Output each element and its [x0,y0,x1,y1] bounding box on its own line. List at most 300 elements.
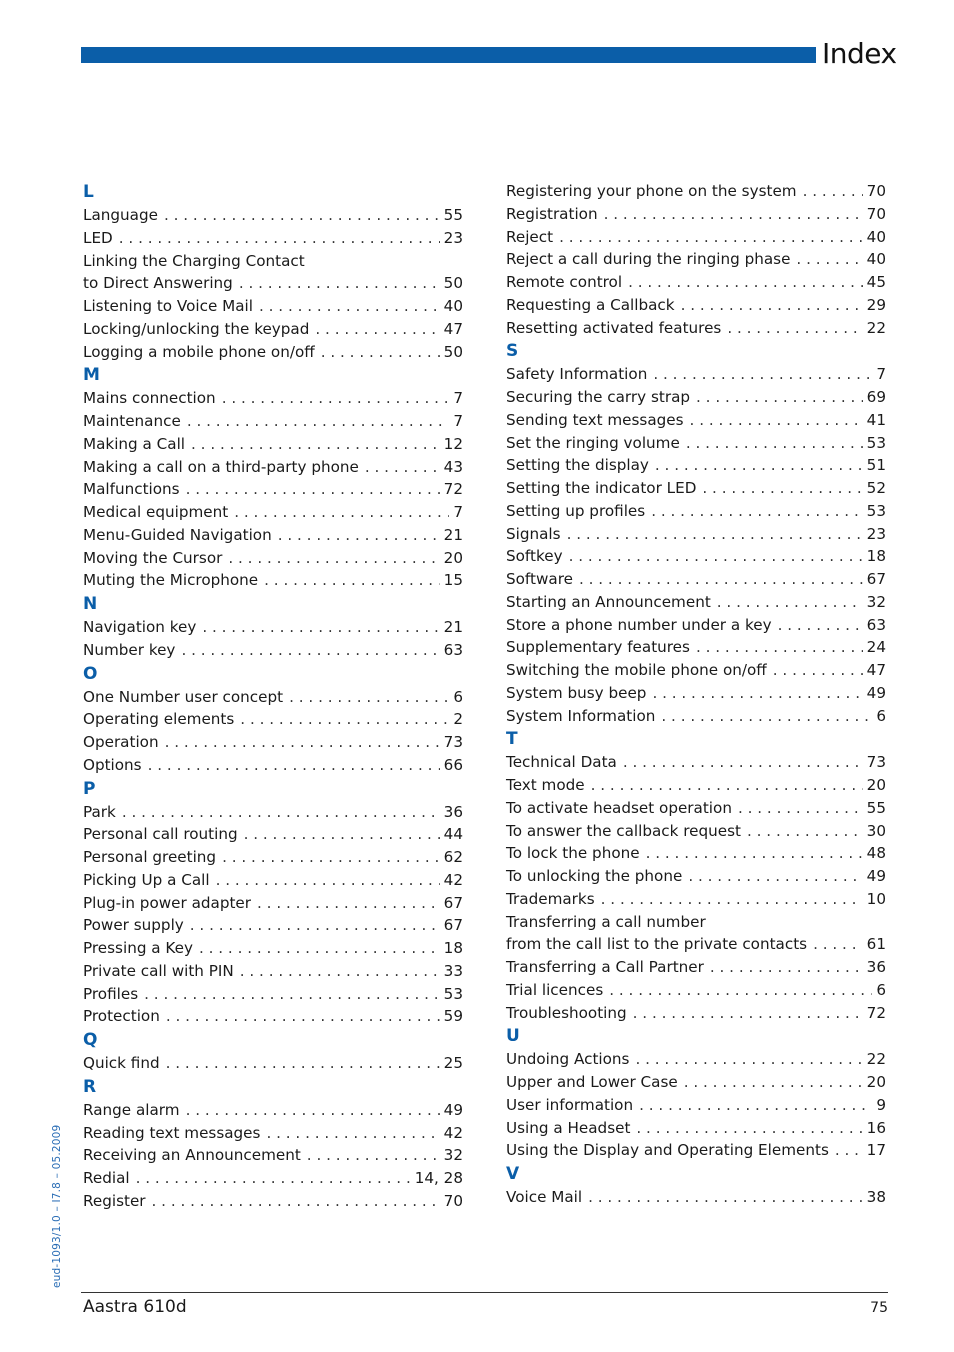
index-entry [83,1167,463,1190]
index-entry-label: Requesting a Callback [506,295,675,314]
index-entry-label: Signals [506,524,561,543]
dot-leader [289,686,449,709]
index-entry-page: 25 [443,1054,463,1072]
index-entry-label: Number key [83,640,176,659]
document-code: eud-1093/1.0 – I7.8 – 05.2009 [51,1124,63,1288]
index-letter-heading: O [83,663,98,684]
index-entry-page: 43 [443,457,463,476]
dot-leader [738,797,863,820]
dot-leader [635,1048,862,1071]
index-entry-label: Set the ringing volume [506,433,680,452]
index-entry-label: Softkey [506,547,563,566]
index-entry-label: Options [83,755,142,774]
index-entry [83,478,463,501]
dot-leader [609,979,872,1002]
index-entry-page: 48 [866,844,886,863]
index-letter-heading: N [83,594,98,614]
index-entry [506,820,886,843]
index-letter-heading: R [83,1076,97,1097]
index-entry-label: Muting the Microphone [83,571,259,590]
dot-leader [633,1002,863,1025]
index-entry [506,636,886,659]
index-entry-page: 62 [443,848,463,866]
index-entry-page: 6 [876,706,886,725]
index-entry [506,294,886,317]
index-entry-page: 23 [866,524,886,543]
dot-leader [365,456,440,479]
index-entry-page: 22 [866,1050,886,1069]
index-entry-label: Safety Information [506,365,648,384]
index-entry [83,1005,463,1028]
index-entry-label: Using a Headset [506,1118,631,1137]
index-entry [506,797,886,820]
index-entry-page: 7 [453,503,463,521]
index-entry [83,387,463,410]
dot-leader [653,363,872,386]
index-entry [83,823,463,846]
index-entry [83,524,463,547]
dot-leader [144,983,440,1006]
index-entry [506,271,886,294]
index-entry-label: Locking/unlocking the keypad [83,319,310,338]
index-entry [83,227,463,250]
index-entry-label: Listening to Voice Mail [83,297,253,315]
index-entry-label: Securing the carry strap [506,388,691,406]
index-entry-label: LED [83,228,113,247]
dot-leader [278,524,440,547]
index-entry-label: Switching the mobile phone on/off [506,661,767,679]
index-entry-label: Medical equipment [83,503,229,521]
index-entry-page: 72 [443,480,463,499]
index-entry [506,386,886,409]
dot-leader [688,865,862,888]
dot-leader [696,636,863,659]
index-entry-page: 52 [866,479,886,497]
index-entry [506,477,886,500]
dot-leader [652,682,862,705]
dot-leader [240,960,440,983]
index-entry-label: Maintenance [83,412,181,430]
index-entry-page: 33 [443,961,463,980]
index-entry-label: Malfunctions [83,480,180,499]
index-entry-label: Registration [506,204,598,223]
index-entry [506,1117,886,1140]
index-entry [83,295,463,318]
index-entry-page: 51 [866,456,886,475]
index-entry [506,226,886,249]
index-entry-label: Reject a call during the ringing phase [506,250,791,269]
index-entry [83,1099,463,1122]
index-letter-heading: P [83,778,96,799]
index-entry-page: 23 [443,228,463,247]
index-entry-label: Linking the Charging Contact [83,251,305,270]
index-entry [83,318,463,341]
index-entry [83,569,463,592]
dot-leader [803,180,863,203]
index-letter-heading: S [506,341,519,362]
dot-leader [228,547,439,570]
index-entry-page: 70 [866,182,886,200]
index-letter-heading: V [506,1164,520,1184]
index-entry-label: Troubleshooting [506,1003,627,1022]
dot-leader [639,1094,872,1117]
index-entry-page: 22 [866,318,886,337]
index-entry [506,1048,886,1071]
index-entry-label: Personal greeting [83,848,217,866]
index-entry-page: 6 [453,687,463,706]
index-entry-label: Protection [83,1007,160,1026]
dot-leader [152,1190,440,1213]
index-entry-page: 47 [866,661,886,679]
dot-leader [122,801,440,824]
index-entry [83,1190,463,1213]
index-entry-page: 38 [866,1188,886,1206]
index-entry [506,317,886,340]
index-entry-page: 53 [866,501,886,520]
index-entry-page: 41 [866,410,886,429]
dot-leader [166,1052,440,1075]
index-entry-label: Trial licences [506,980,604,999]
dot-leader [651,500,862,523]
dot-leader [136,1167,411,1190]
index-entry [83,937,463,960]
index-entry [506,1094,886,1117]
dot-leader [186,478,440,501]
index-letter-heading: T [506,729,518,750]
index-entry-label: Reject [506,227,554,246]
index-entry [83,456,463,479]
dot-leader [717,591,863,614]
index-letter-heading: M [83,365,100,386]
index-entry [506,933,886,956]
index-entry [506,682,886,705]
index-entry-label: Operation [83,733,159,751]
index-entry-label: Quick find [83,1054,160,1072]
index-entry-label: Setting up profiles [506,501,646,520]
index-entry-page: 24 [866,638,886,657]
dot-leader [222,846,440,869]
dot-leader [257,892,440,915]
dot-leader [588,1186,863,1209]
dot-leader [266,1122,439,1145]
index-entry [83,960,463,983]
index-column-left [83,180,463,1213]
index-entry [506,888,886,911]
index-entry [83,686,463,709]
index-entry-page: 12 [443,434,463,453]
index-entry [506,591,886,614]
index-entry [506,1139,886,1162]
index-entry-label: Picking Up a Call [83,870,210,889]
footer-divider [81,1292,888,1293]
dot-leader [216,869,440,892]
index-entry [83,708,463,731]
index-entry [506,842,886,865]
dot-leader [696,386,863,409]
index-entry [506,180,886,203]
index-entry-page: 20 [443,548,463,567]
index-entry [506,432,886,455]
index-entry-page: 50 [443,274,463,293]
index-entry-page: 20 [866,776,886,794]
index-entry-page: 55 [443,206,463,224]
index-entry-page: 67 [443,893,463,912]
dot-leader [702,477,862,500]
dot-leader [259,295,440,318]
index-entry [83,501,463,524]
index-entry-page: 40 [866,227,886,246]
index-entry-label: Upper and Lower Case [506,1073,678,1091]
dot-leader [601,888,863,911]
dot-leader [239,272,440,295]
footer-product-name: Aastra 610d [83,1297,187,1317]
dot-leader [321,341,440,364]
dot-leader [119,227,440,250]
dot-leader [623,751,863,774]
index-entry-label: Logging a mobile phone on/off [83,342,315,361]
dot-leader [684,1071,863,1094]
index-entry-page: 16 [866,1118,886,1137]
index-letter-heading: L [83,182,94,202]
index-entry-page: 47 [443,319,463,338]
index-entry-page: 30 [866,821,886,840]
index-entry-page: 73 [443,733,463,751]
dot-leader [646,842,863,865]
index-entry [506,614,886,637]
index-entry [83,616,463,639]
index-entry-page: 49 [443,1100,463,1119]
index-entry-page: 7 [453,389,463,408]
index-entry [506,454,886,477]
dot-leader [307,1144,440,1167]
index-entry-label: to Direct Answering [83,274,233,293]
index-entry [506,979,886,1002]
index-entry-label: from the call list to the private contacts [506,935,808,954]
index-entry-page: 18 [443,939,463,957]
index-entry-label: Voice Mail [506,1188,583,1206]
index-entry [506,659,886,682]
dot-leader [315,318,439,341]
index-entry-page: 67 [866,570,886,588]
index-entry-label: Operating elements [83,710,235,729]
dot-leader [628,271,863,294]
dot-leader [579,568,863,591]
index-entry [83,341,463,364]
index-entry [83,754,463,777]
header-bar [81,47,816,63]
index-entry [83,250,463,273]
index-entry-label: Software [506,570,573,588]
dot-leader [186,1099,440,1122]
index-entry-page: 42 [443,1123,463,1142]
dot-leader [234,501,449,524]
index-entry [83,410,463,433]
index-entry [506,363,886,386]
index-entry [506,523,886,546]
index-entry-label: Transferring a call number [506,912,706,931]
index-entry-label: Park [83,802,116,821]
index-entry-label: Resetting activated features [506,318,722,337]
index-entry-label: Power supply [83,916,184,935]
index-letter-heading: Q [83,1030,98,1050]
index-entry [83,547,463,570]
dot-leader [604,203,863,226]
index-entry-page: 6 [876,980,886,999]
index-entry-label: Remote control [506,273,623,291]
index-entry [506,956,886,979]
index-entry [83,204,463,227]
dot-leader [222,387,450,410]
index-entry-page: 9 [876,1095,886,1114]
dot-leader [199,937,440,960]
index-entry-label: Store a phone number under a key [506,615,772,634]
index-entry-page: 29 [866,295,886,314]
index-entry-page: 17 [866,1141,886,1160]
index-entry-page: 73 [866,753,886,772]
index-entry-label: To unlocking the phone [506,867,683,885]
index-entry-page: 59 [443,1007,463,1026]
index-entry-label: Navigation key [83,618,197,636]
index-entry-page: 7 [453,412,463,430]
dot-leader [181,639,439,662]
index-entry-page: 49 [866,867,886,885]
index-entry-page: 7 [876,365,886,384]
index-entry [83,846,463,869]
index-entry-label: Registering your phone on the system [506,182,797,200]
index-entry-label: Using the Display and Operating Elements [506,1141,829,1160]
dot-leader [681,294,863,317]
index-entry-label: To activate headset operation [506,798,732,817]
footer-page-number: 75 [870,1300,888,1316]
index-entry-label: Making a call on a third-party phone [83,457,359,476]
dot-leader [686,432,863,455]
index-entry-label: Menu-Guided Navigation [83,525,272,544]
index-entry [83,731,463,754]
dot-leader [727,317,862,340]
dot-leader [710,956,863,979]
dot-leader [591,774,863,797]
index-entry-label: Reading text messages [83,1123,261,1142]
index-entry-page: 61 [866,935,886,954]
index-entry-label: System Information [506,706,656,725]
dot-leader [813,933,863,956]
index-entry-label: Technical Data [506,753,617,772]
index-entry-page: 14, 28 [414,1169,463,1187]
dot-leader [187,410,450,433]
index-entry [506,203,886,226]
index-entry-page: 55 [866,798,886,817]
index-entry-page: 70 [866,204,886,223]
dot-leader [655,454,863,477]
index-entry-page: 44 [443,825,463,844]
index-entry-label: Pressing a Key [83,939,193,957]
index-entry-page: 70 [443,1191,463,1210]
index-entry-page: 42 [443,870,463,889]
index-entry-page: 21 [443,525,463,544]
dot-leader [690,409,863,432]
dot-leader [148,754,440,777]
index-entry [506,865,886,888]
index-entry-page: 72 [866,1003,886,1022]
dot-leader [191,433,440,456]
index-entry-label: To lock the phone [506,844,640,863]
index-entry [83,983,463,1006]
index-entry-page: 40 [866,250,886,269]
dot-leader [559,226,863,249]
index-entry-page: 49 [866,683,886,702]
index-entry-page: 36 [443,802,463,821]
index-entry-label: Moving the Cursor [83,548,223,567]
index-entry-page: 18 [866,547,886,566]
index-entry [83,892,463,915]
index-entry [506,248,886,271]
index-entry-label: Sending text messages [506,410,684,429]
index-entry-page: 63 [443,640,463,659]
dot-leader [567,523,863,546]
index-entry-label: Trademarks [506,889,595,908]
index-entry-page: 53 [443,984,463,1003]
dot-leader [164,204,440,227]
index-entry [83,272,463,295]
dot-leader [747,820,863,843]
index-entry [83,1052,463,1075]
index-entry-label: Receiving an Announcement [83,1146,301,1165]
index-entry-label: Setting the indicator LED [506,479,697,497]
dot-leader [166,1005,440,1028]
dot-leader [264,569,440,592]
index-entry [83,639,463,662]
index-entry-label: Supplementary features [506,638,690,657]
index-entry-label: Plug-in power adapter [83,893,252,912]
index-entry-page: 53 [866,433,886,452]
dot-leader [636,1117,862,1140]
index-entry-label: User information [506,1095,634,1114]
index-entry-label: Private call with PIN [83,961,234,980]
index-entry-label: Profiles [83,984,139,1003]
index-entry-page: 50 [443,342,463,361]
index-entry-label: System busy beep [506,683,647,702]
index-entry-label: Mains connection [83,389,216,408]
dot-leader [778,614,863,637]
index-entry-page: 32 [866,592,886,611]
index-entry-label: Language [83,206,158,224]
index-entry-label: To answer the callback request [506,821,741,840]
index-entry-page: 2 [453,710,463,729]
dot-leader [190,914,440,937]
index-entry-page: 10 [866,889,886,908]
index-entry [506,1002,886,1025]
index-entry [506,1071,886,1094]
dot-leader [569,545,863,568]
index-entry-label: Redial [83,1169,130,1187]
index-entry-page: 67 [443,916,463,935]
dot-leader [165,731,440,754]
index-entry [83,1122,463,1145]
index-entry-page: 40 [443,297,463,315]
index-entry-page: 63 [866,615,886,634]
index-entry-label: One Number user concept [83,687,284,706]
index-entry [506,705,886,728]
index-entry-page: 32 [443,1146,463,1165]
index-letter-heading: U [506,1026,520,1047]
dot-leader [661,705,872,728]
index-entry [83,1144,463,1167]
dot-leader [244,823,440,846]
index-entry-label: Range alarm [83,1100,180,1119]
index-entry-page: 20 [866,1073,886,1091]
index-entry-label: Transferring a Call Partner [506,958,704,976]
page-title: Index [822,37,897,70]
